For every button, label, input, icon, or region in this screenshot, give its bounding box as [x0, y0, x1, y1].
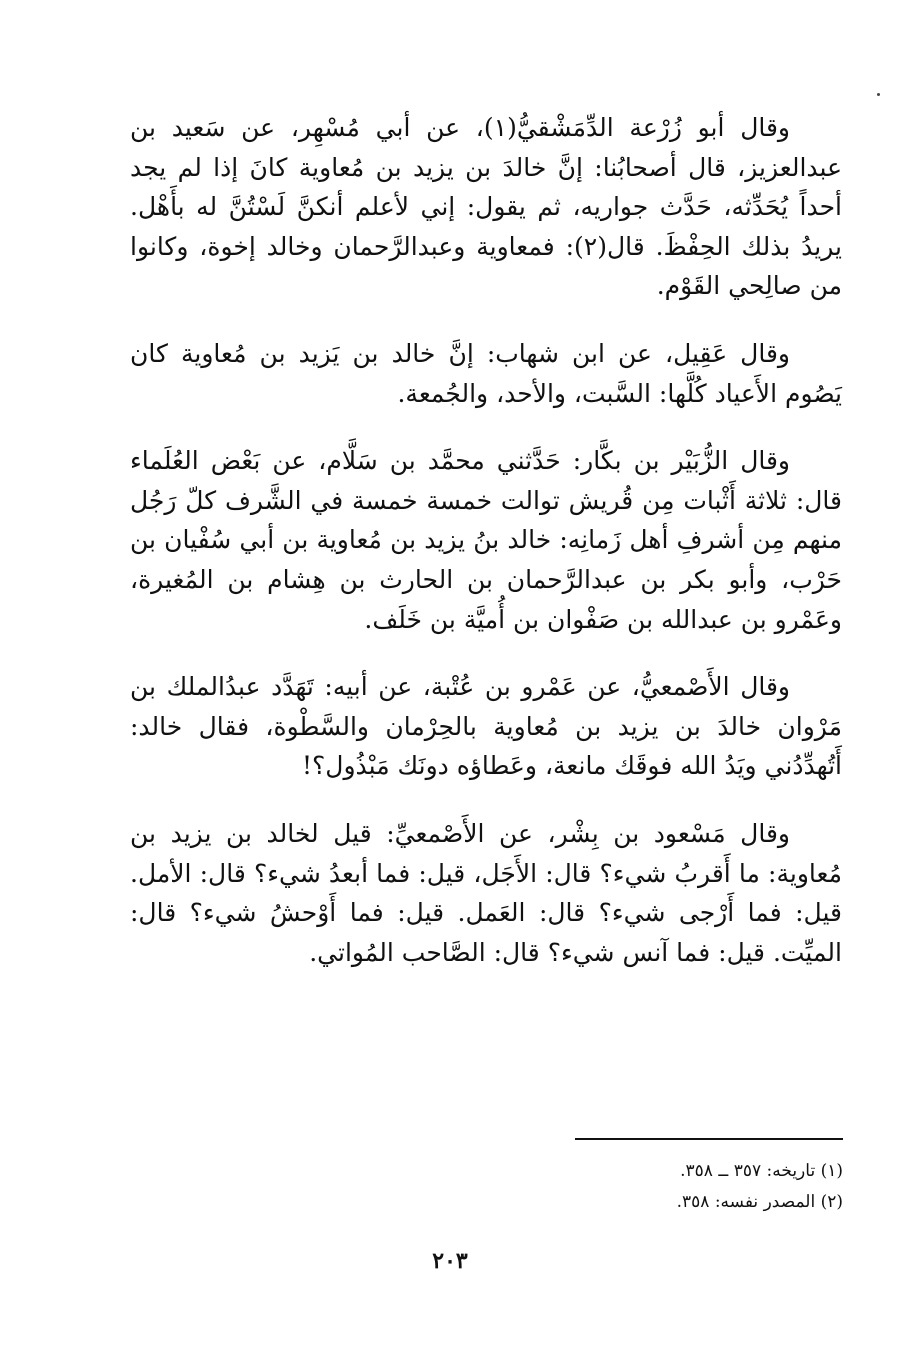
paragraph-2: وقال عَقِيل، عن ابن شهاب: إنَّ خالد بن يَزيد بن مُعاوية كان يَصُوم الأَعياد كُلَّها: السَّبت، والأحد، والجُمعة. [130, 338, 842, 408]
paragraph-4: وقال الأَصْمعيُّ، عن عَمْرو بن عُتْبة، عن أبيه: تَهَدَّد عبدُالملك بن مَرْوان خالدَ بن يزيد بن مُعاوية بالحِرْمان والسَّطْوة، فقال خالد: أَتُهدِّدُني ويَدُ الله فوقَك مانعة، وعَطاؤه دونَك مَبْذُول؟! [130, 672, 842, 781]
footnote-1: (١) تاريخه: ٣٥٧ ــ ٣٥٨. [680, 1161, 843, 1181]
page-number: ٢٠٣ [432, 1248, 468, 1274]
footnote-divider [575, 1138, 843, 1140]
scan-speck [877, 93, 880, 96]
paragraph-3: وقال الزُّبَيْر بن بكَّار: حَدَّثني محمَّد بن سَلَّام، عن بَعْض العُلَماء قال: ثلاثة أَثْبات مِن قُريش توالت خمسة خمسة في الشَّرف كلّ رَجُل منهم مِن أشرفِ أهل زَمانِه: خالد بنُ يزيد بن مُعاوية بن أبي سُفْيان بن حَرْب، وأبو بكر بن عبدالرَّحمان بن الحارث بن هِشام بن المُغيرة، وعَمْرو بن عبدالله بن صَفْوان بن أُميَّة بن خَلَف. [130, 446, 842, 634]
main-text [130, 108, 842, 1000]
paragraph-5: وقال مَسْعود بن بِشْر، عن الأَصْمعيِّ: قيل لخالد بن يزيد بن مُعاوية: ما أَقربُ شيء؟ قال: الأَجَل، قيل: فما أبعدُ شيء؟ قال: الأمل. قيل: فما أَرْجى شيء؟ قال: العَمل. قيل: فما أَوْحشُ شيء؟ قال: الميِّت. قيل: فما آنس شيء؟ قال: الصَّاحب المُواتي. [130, 818, 842, 967]
footnotes [560, 1156, 843, 1218]
paragraph-1: وقال أبو زُرْعة الدِّمَشْقيُّ(١)، عن أبي مُسْهِر، عن سَعيد بن عبدالعزيز، قال أصحابُنا: إنَّ خالدَ بن يزيد بن مُعاوية كانَ إذا لم يجد أحداً يُحَدِّثه، حَدَّث جواريه، ثم يقول: إني لأعلم أنكنَّ لَسْتُنَّ له بأَهْل. يريدُ بذلك الحِفْظَ. قال(٢): فمعاوية وعبدالرَّحمان وخالد إخوة، وكانوا من صالِحي القَوْم. [130, 113, 842, 301]
footnote-2: (٢) المصدر نفسه: ٣٥٨. [676, 1192, 843, 1212]
